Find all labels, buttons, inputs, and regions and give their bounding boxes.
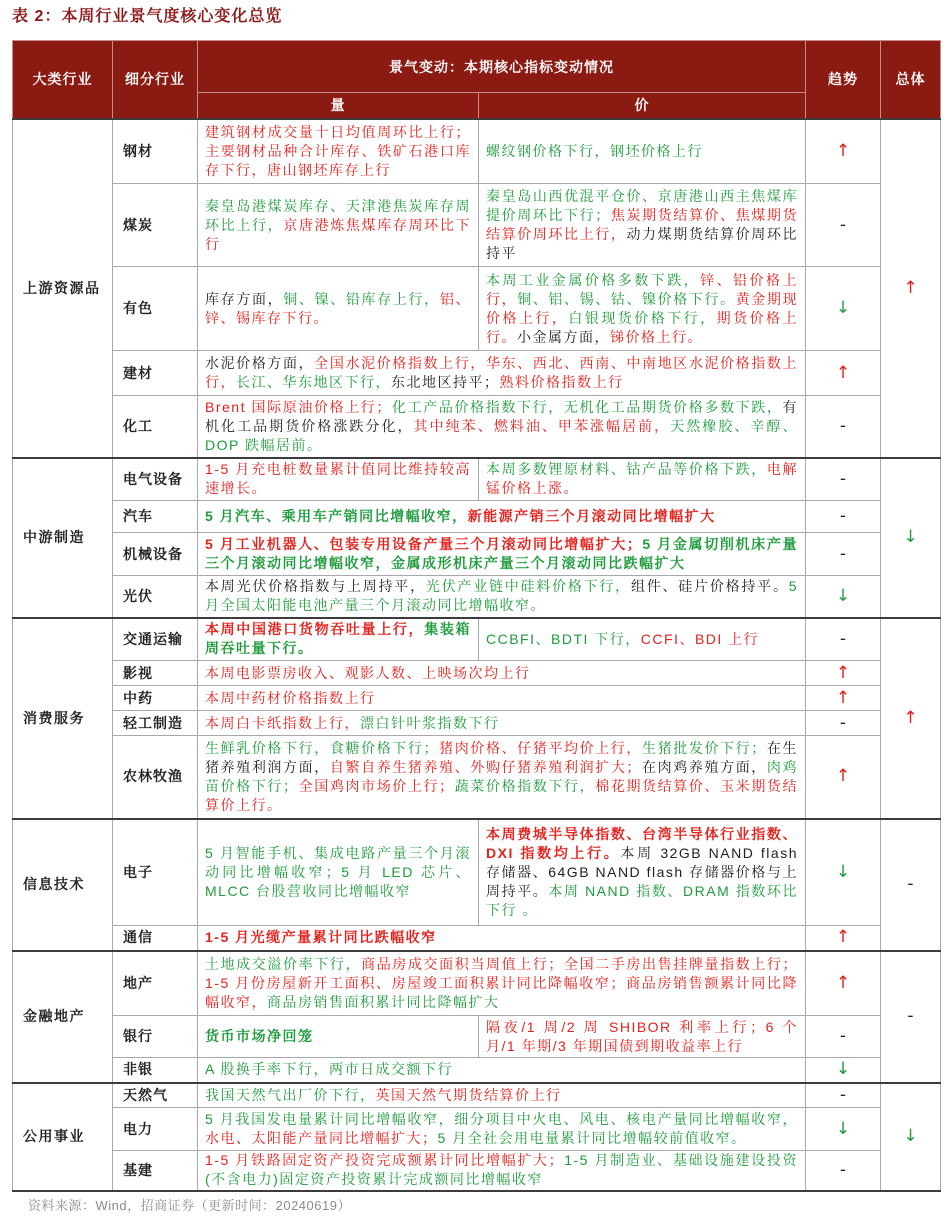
text-segment: 有机化工品期货价格涨跌分化， (205, 398, 798, 434)
table-row (13, 661, 941, 686)
text-segment: 1-5 月铁路固定资产投资完成额累计同比增幅扩大； (205, 1152, 565, 1169)
text-segment: 本周 32GB NAND flash 存储器、64GB NAND flash 存储器价格与上周持平。 (486, 844, 798, 899)
header-change: 景气变动：本期核心指标变动情况 (198, 41, 806, 93)
subsector-cell: 电力 (113, 1108, 198, 1151)
indicator-cell (198, 1151, 806, 1191)
text-segment: CCBFI、BDTI 下行， (486, 630, 641, 647)
subsector-cell: 光伏 (113, 576, 198, 618)
text-segment: 5 月工业机器人、包装专用设备产量三个月滚动同比增幅扩大； (205, 536, 643, 552)
subsector-cell: 天然气 (113, 1083, 198, 1108)
trend-cell: - (806, 1151, 881, 1191)
price-cell (479, 267, 806, 351)
volume-cell (198, 819, 479, 926)
indicator-cell (198, 1108, 806, 1151)
text-segment: 英国天然气期货结算价上行 (375, 1086, 562, 1103)
subsector-cell: 非银 (113, 1058, 198, 1083)
indicator-cell (198, 951, 806, 1016)
table-row (13, 1083, 941, 1108)
indicator-cell (198, 686, 806, 711)
subsector-cell: 建材 (113, 351, 198, 396)
subsector-cell: 交通运输 (113, 618, 198, 661)
text-segment: 本周工业金属价格多数下跌， (486, 271, 701, 288)
table-row (13, 1058, 941, 1083)
table-row (13, 711, 941, 736)
header-trend: 趋势 (806, 41, 881, 119)
text-segment: 自繁自养生猪养殖、外购仔猪养殖利润扩大； (329, 758, 642, 775)
table-row (13, 736, 941, 819)
table-body (13, 119, 941, 1191)
table-row (13, 396, 941, 458)
text-segment: 生鲜乳价格下行，食糖价格下行； (205, 739, 440, 756)
overall-cell: ↓ (881, 1083, 941, 1191)
text-segment: 1-5 月充电桩数量累计值同比维持较高速增长。 (205, 461, 471, 497)
price-cell (479, 184, 806, 267)
volume-cell (198, 618, 479, 661)
trend-cell: ↑ (806, 926, 881, 951)
subsector-cell: 煤炭 (113, 184, 198, 267)
trend-cell: ↓ (806, 267, 881, 351)
table-row (13, 686, 941, 711)
trend-cell: - (806, 711, 881, 736)
text-segment: 土地成交溢价率下行， (205, 955, 362, 972)
indicator-cell (198, 351, 806, 396)
volume-cell (198, 1016, 479, 1058)
indicator-cell (198, 533, 806, 576)
table-row (13, 618, 941, 661)
text-segment: 本周中国港口货物吞吐量上行， (205, 621, 425, 638)
text-segment: 1-5 月光缆产量累计同比跌幅收窄 (205, 929, 437, 946)
overall-cell: ↑ (881, 618, 941, 819)
text-segment: 动力煤期货结算价周环比持平 (486, 226, 799, 261)
text-segment: 我国天然气出厂价下行， (205, 1086, 376, 1103)
indicator-cell (198, 1058, 806, 1083)
industry-prosperity-table (12, 40, 941, 1192)
table-row (13, 119, 941, 184)
table-header (13, 41, 941, 119)
text-segment: 黄金期现价格上行， (486, 290, 799, 326)
subsector-cell: 化工 (113, 396, 198, 458)
text-segment: Brent 国际原油价格上行； (205, 398, 392, 415)
text-segment: 铜、镍、铅库存上行， (283, 290, 440, 307)
trend-cell: ↑ (806, 351, 881, 396)
text-segment: 棉花期货结算价、玉米期货结算价上行。 (205, 777, 799, 813)
header-row (13, 41, 941, 93)
text-segment: 本周 NAND 指数、DRAM 指数环比下行 。 (486, 882, 799, 918)
table-row (13, 819, 941, 926)
text-segment: 京唐港炼焦煤库存周环比下行 (205, 216, 471, 252)
text-segment: 螺纹钢价格下行，钢坯价格上行 (486, 142, 703, 159)
trend-cell: - (806, 533, 881, 576)
text-segment: 新能源产销三个月滚动同比增幅扩大 (467, 508, 716, 524)
trend-cell: ↓ (806, 576, 881, 618)
indicator-cell (198, 396, 806, 458)
text-segment: 秦皇岛港煤炭库存、天津港焦炭库存周环比上行， (205, 197, 471, 233)
subsector-cell: 钢材 (113, 119, 198, 184)
header-price: 价 (479, 93, 806, 119)
indicator-cell (198, 501, 806, 533)
text-segment: 本周电影票房收入、观影人数、上映场次均上行 (205, 664, 531, 681)
text-segment: 在生猪养殖利润方面， (205, 739, 799, 775)
text-segment: 库存方面， (205, 290, 284, 307)
text-segment: 漂白针叶浆指数下行 (360, 714, 500, 731)
text-segment: 电解锰价格上涨。 (486, 461, 799, 497)
text-segment: 焦炭期货结算价、焦煤期货结算价周环比上行， (486, 207, 799, 242)
overall-cell: - (881, 951, 941, 1083)
overall-cell: ↓ (881, 458, 941, 618)
text-segment: 化工产品价格指数下行，无机化工品期货价格多数下跌， (391, 398, 783, 415)
text-segment: 生猪批发价下行； (642, 739, 767, 756)
table-row (13, 184, 941, 267)
subsector-cell: 轻工制造 (113, 711, 198, 736)
trend-cell: ↑ (806, 661, 881, 686)
trend-cell: - (806, 1016, 881, 1058)
text-segment: A 股换手率下行，两市日成交额下行 (205, 1061, 453, 1078)
trend-cell: - (806, 1083, 881, 1108)
text-segment: 锑价格上行。 (610, 328, 703, 345)
sector-cell: 信息技术 (13, 819, 113, 951)
indicator-cell (198, 576, 806, 618)
text-segment: CCFI、BDI 上行 (640, 630, 760, 647)
indicator-cell (198, 661, 806, 686)
indicator-cell (198, 711, 806, 736)
text-segment: 猪肉价格、仔猪平均价上行， (439, 739, 643, 756)
trend-cell: ↑ (806, 119, 881, 184)
text-segment: 东北地区持平； (391, 374, 500, 390)
table-row (13, 1151, 941, 1191)
source-note: 资料来源：Wind，招商证券（更新时间：20240619） (28, 1197, 351, 1213)
text-segment: 本周光伏价格指数与上周持平， (205, 578, 426, 595)
indicator-cell (198, 1083, 806, 1108)
text-segment: 水电、太阳能产量同比增幅扩大； (205, 1130, 438, 1146)
text-segment: 商品房成交面积当周值上行；全国二手房出售挂牌量指数上行；1-5 月份房屋新开工面积、房屋竣工面积累计同比降幅收窄；商品房销售额累计同比降幅收窄， (205, 955, 799, 1010)
table-row (13, 533, 941, 576)
text-segment: 水泥价格方面， (205, 355, 315, 371)
table-row (13, 501, 941, 533)
table-title: 表 2：本周行业景气度核心变化总览 (12, 8, 283, 25)
header-overall: 总体 (881, 41, 941, 119)
text-segment: 蔬菜价格指数下行， (454, 777, 596, 794)
subsector-cell: 通信 (113, 926, 198, 951)
text-segment: 全国水泥价格指数上行，华东、西北、西南、中南地区水泥价格指数上行， (205, 355, 799, 390)
trend-cell: - (806, 396, 881, 458)
overall-cell: ↑ (881, 119, 941, 458)
indicator-cell (198, 736, 806, 819)
text-segment: 本周中药材价格指数上行 (205, 689, 376, 706)
table-row (13, 576, 941, 618)
header-sector: 大类行业 (13, 41, 113, 119)
subsector-cell: 基建 (113, 1151, 198, 1191)
trend-cell: - (806, 618, 881, 661)
text-segment: 货币市场净回笼 (205, 1028, 314, 1044)
volume-cell (198, 184, 479, 267)
subsector-cell: 电气设备 (113, 458, 198, 501)
text-segment: 全国鸡肉市场价上行； (298, 777, 455, 794)
sector-cell: 上游资源品 (13, 119, 113, 458)
text-segment: 小金属方面， (517, 328, 610, 345)
subsector-cell: 电子 (113, 819, 198, 926)
volume-cell (198, 458, 479, 501)
trend-cell: - (806, 458, 881, 501)
text-segment: 铜、铝、锡、钴、镍价格下行。 (517, 290, 736, 307)
text-segment: 白银现货价格下行， (568, 309, 717, 326)
text-segment: 商品房销售面积累计同比降幅扩大 (267, 993, 500, 1010)
text-segment: 其中纯苯、燃料油、甲苯涨幅居前， (413, 417, 671, 434)
text-segment: 光伏产业链中硅料价格下行， (425, 578, 631, 595)
volume-cell (198, 119, 479, 184)
text-segment: 在肉鸡养殖方面， (641, 758, 767, 775)
text-segment: 5 月金属切削机床产量三个月滚动同比增幅收窄，金属成形机床产量三个月滚动同比跌幅扩大 (205, 536, 798, 571)
table-row (13, 458, 941, 501)
text-segment: 熟料价格指数上行 (499, 374, 624, 390)
trend-cell: ↑ (806, 951, 881, 1016)
table-row (13, 1108, 941, 1151)
text-segment: 1-5 月制造业、基础设施建设投资(不含电力)固定资产投资累计完成额同比增幅收窄 (205, 1152, 799, 1188)
trend-cell: - (806, 184, 881, 267)
subsector-cell: 机械设备 (113, 533, 198, 576)
header-volume: 量 (198, 93, 479, 119)
text-segment: 天然橡胶、辛醇、DOP 跌幅居前。 (205, 417, 799, 453)
table-container (12, 40, 940, 1215)
trend-cell: ↓ (806, 1058, 881, 1083)
text-segment: 5 月智能手机、集成电路产量三个月滚动同比增幅收窄；5 月 LED 芯片、MLCC 台股营收同比增幅收窄 (205, 844, 471, 899)
text-segment: 5 月汽车、乘用车产销同比增幅收窄， (205, 508, 468, 524)
text-segment: 5 月全社会用电量累计同比增幅较前值收窄。 (437, 1130, 747, 1146)
text-segment: 集装箱周吞吐量下行。 (205, 621, 471, 657)
text-segment: 期货价格上行。 (486, 309, 799, 345)
price-cell (479, 119, 806, 184)
header-subsector: 细分行业 (113, 41, 198, 119)
sector-cell: 消费服务 (13, 618, 113, 819)
text-segment: 5 月我国发电量累计同比增幅收窄，细分项目中火电、风电、核电产量同比增幅收窄， (205, 1111, 798, 1127)
trend-cell: ↓ (806, 1108, 881, 1151)
subsector-cell: 地产 (113, 951, 198, 1016)
volume-cell (198, 267, 479, 351)
indicator-cell (198, 926, 806, 951)
overall-cell: - (881, 819, 941, 951)
text-segment: 隔夜/1 周/2 周 SHIBOR 利率上行；6 个月/1 年期/3 年期国债到期收益率上行 (486, 1018, 798, 1054)
subsector-cell: 银行 (113, 1016, 198, 1058)
text-segment: 组件、硅片价格持平。 (630, 578, 789, 595)
table-row (13, 951, 941, 1016)
text-segment: 铝、锌、锡库存下行。 (205, 290, 471, 326)
subsector-cell: 农林牧渔 (113, 736, 198, 819)
price-cell (479, 458, 806, 501)
text-segment: 锌、铅价格上行， (486, 271, 799, 307)
trend-cell: - (806, 501, 881, 533)
text-segment: 秦皇岛山西优混平仓价、京唐港山西主焦煤库提价周环比下行； (486, 188, 798, 223)
sector-cell: 中游制造 (13, 458, 113, 618)
sector-cell: 金融地产 (13, 951, 113, 1083)
text-segment: 长江、华东地区下行， (236, 374, 391, 390)
subsector-cell: 汽车 (113, 501, 198, 533)
price-cell (479, 618, 806, 661)
trend-cell: ↑ (806, 686, 881, 711)
sector-cell: 公用事业 (13, 1083, 113, 1191)
text-segment: 肉鸡苗价格下行； (205, 758, 799, 794)
subsector-cell: 有色 (113, 267, 198, 351)
price-cell (479, 819, 806, 926)
table-row (13, 267, 941, 351)
text-segment: 本周白卡纸指数上行， (205, 714, 360, 731)
subsector-cell: 中药 (113, 686, 198, 711)
text-segment: 建筑钢材成交量十日均值周环比上行；主要钢材品种合计库存、铁矿石港口库存下行，唐山钢坯库存上行 (205, 123, 471, 178)
trend-cell: ↓ (806, 819, 881, 926)
trend-cell: ↑ (806, 736, 881, 819)
subsector-cell: 影视 (113, 661, 198, 686)
text-segment: 本周多数锂原材料、钴产品等价格下跌， (486, 461, 767, 478)
text-segment: 5 月全国太阳能电池产量三个月滚动同比增幅收窄。 (205, 578, 799, 614)
table-row (13, 351, 941, 396)
price-cell (479, 1016, 806, 1058)
table-row (13, 1016, 941, 1058)
table-row (13, 926, 941, 951)
text-segment: 本周费城半导体指数、台湾半导体行业指数、DXI 指数均上行。 (486, 825, 798, 861)
